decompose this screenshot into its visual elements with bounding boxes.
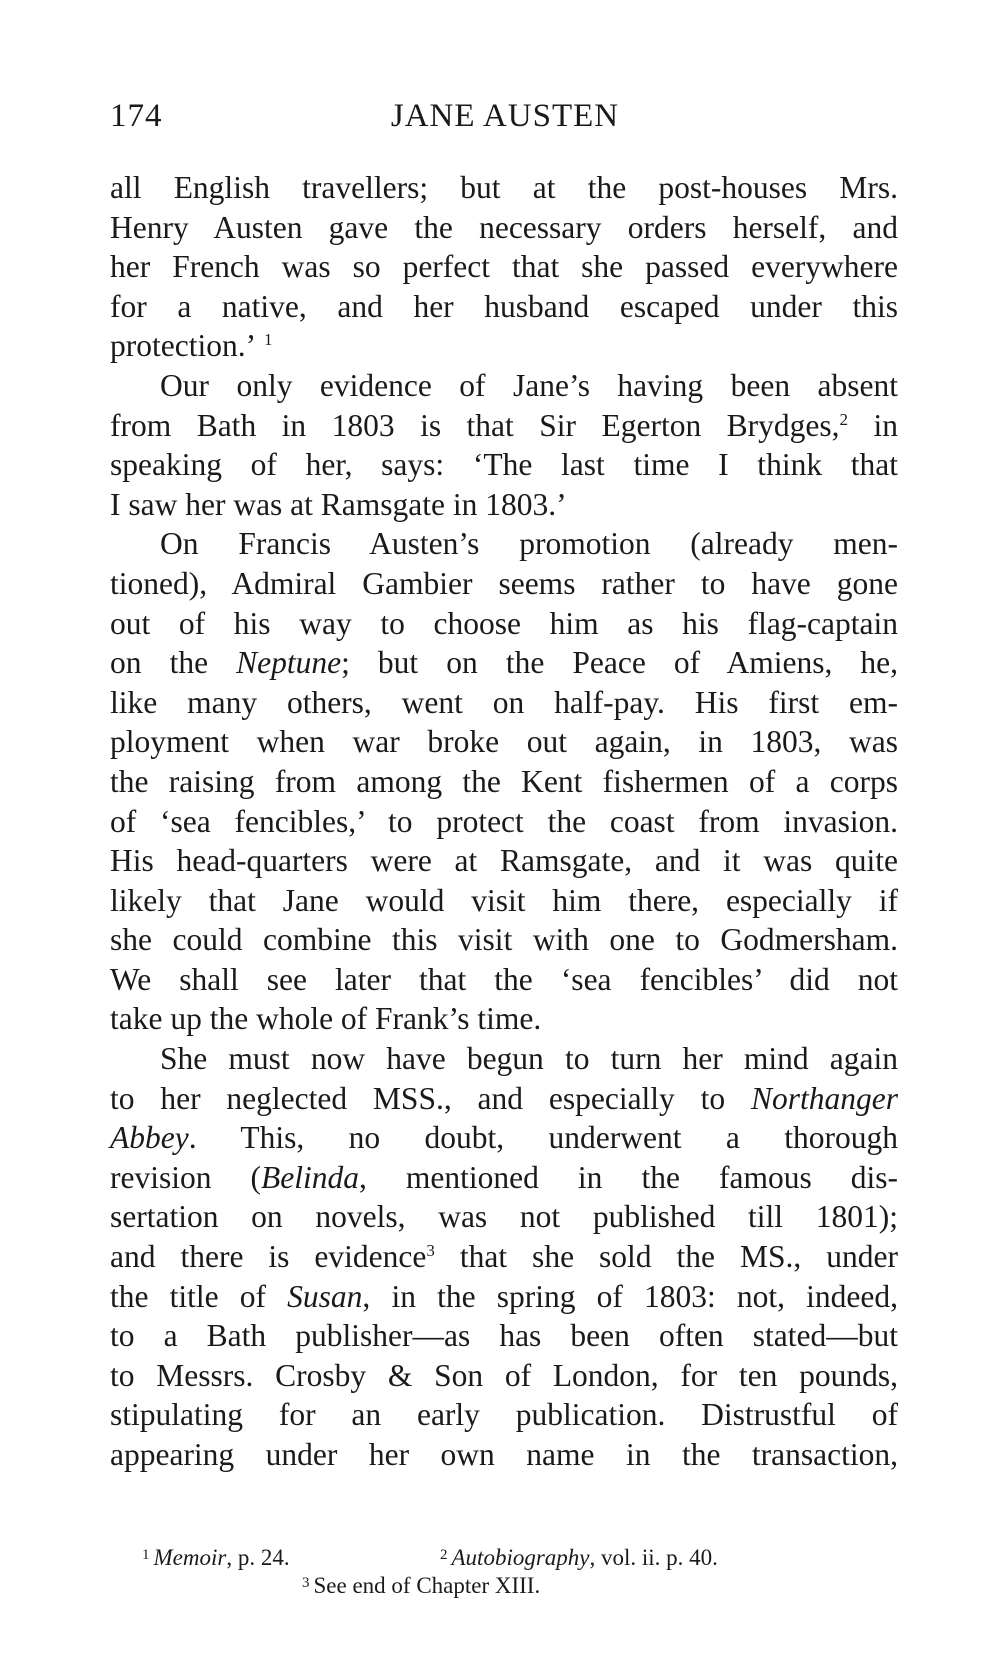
text-line [110, 1079, 898, 1119]
text-line: her French was so perfect that she passed everywhere [110, 249, 898, 285]
text-line: she could combine this visit with one to Godmersham. [110, 922, 898, 958]
footnote-2 [440, 1545, 718, 1571]
text-segment: revision ( [110, 1159, 262, 1195]
book-title: Northanger [750, 1080, 898, 1116]
text-segment: to her neglected MSS., and especially to [110, 1080, 751, 1116]
text-line [110, 1118, 898, 1158]
running-title: JANE AUSTEN [390, 98, 620, 134]
footnote-ref: 3 [426, 1241, 435, 1261]
footnote-text: , p. 24. [226, 1545, 290, 1570]
footnote-ref: 1 [263, 330, 273, 350]
footnote-ref: 2 [839, 409, 849, 429]
text-line [110, 643, 898, 683]
text-line: take up the whole of Frank’s time. [110, 1001, 542, 1037]
footnote-3 [302, 1573, 540, 1599]
text-line: I saw her was at Ramsgate in 1803.’ [110, 486, 567, 522]
text-line: to a Bath publisher—as has been often stated—but [110, 1318, 898, 1354]
text-line: out of his way to choose him as his flag-captain [110, 605, 898, 641]
text-line: appearing under her own name in the transaction, [110, 1437, 898, 1472]
text-segment: in [848, 407, 898, 443]
text-segment: from Bath in 1803 is that Sir Egerton Brydges, [110, 407, 840, 443]
book-title: Susan [287, 1278, 363, 1314]
text-line: all English travellers; but at the post-houses Mrs. [110, 170, 898, 205]
text-line: Our only evidence of Jane’s having been absent [160, 367, 898, 403]
text-line: to Messrs. Crosby & Son of London, for ten pounds, [110, 1357, 898, 1393]
text-line [110, 1237, 898, 1277]
footnote-text: See end of Chapter XIII. [313, 1573, 541, 1598]
text-line: for a native, and her husband escaped under this [110, 288, 898, 324]
text-line: tioned), Admiral Gambier seems rather to have gone [110, 565, 898, 601]
text-line [110, 1158, 898, 1198]
text-segment: protection.’ [110, 328, 257, 364]
text-line: speaking of her, says: ‘The last time I think that [110, 447, 898, 483]
text-segment: . This, no doubt, underwent a thorough [188, 1120, 898, 1156]
text-segment: , in the spring of 1803: not, indeed, [362, 1278, 898, 1314]
page-number: 174 [110, 98, 163, 134]
ship-name: Neptune [236, 645, 342, 681]
text-line: Henry Austen gave the necessary orders herself, and [110, 209, 898, 245]
footnote-title: Memoir [153, 1545, 227, 1570]
text-segment: and there is evidence [110, 1239, 427, 1275]
text-line: sertation on novels, was not published till 1801); [110, 1199, 898, 1235]
text-segment: on the [110, 645, 237, 681]
text-line: of ‘sea fencibles,’ to protect the coast from invasion. [110, 803, 898, 839]
text-line [110, 326, 898, 366]
text-segment: that she sold the MS., under [434, 1239, 898, 1275]
footnote-text: , vol. ii. p. 40. [589, 1545, 718, 1570]
footnote-mark: 2 [440, 1547, 448, 1563]
footnote-1 [142, 1545, 290, 1571]
footnote-mark: 3 [302, 1575, 310, 1591]
text-line: His head-quarters were at Ramsgate, and it was quite [110, 843, 898, 879]
text-segment: , mentioned in the famous dis- [359, 1159, 898, 1195]
text-line: On Francis Austen’s promotion (already men- [160, 526, 898, 562]
text-line [110, 1277, 898, 1317]
footnote-title: Autobiography [451, 1545, 590, 1570]
page-header [110, 98, 900, 148]
text-line: ployment when war broke out again, in 1803, was [110, 724, 898, 760]
book-title: Belinda [261, 1159, 359, 1195]
footnote-mark: 1 [142, 1547, 150, 1563]
text-line [110, 406, 898, 446]
text-line: like many others, went on half-pay. His first em- [110, 684, 898, 720]
body-text [110, 168, 898, 1475]
text-segment: the title of [110, 1278, 288, 1314]
text-line: She must now have begun to turn her mind again [160, 1041, 898, 1077]
text-line: the raising from among the Kent fishermen of a corps [110, 763, 898, 799]
text-line: We shall see later that the ‘sea fencibles’ did not [110, 961, 898, 997]
text-segment: ; but on the Peace of Amiens, he, [341, 645, 898, 681]
text-line: stipulating for an early publication. Distrustful of [110, 1397, 898, 1433]
book-title: Abbey [110, 1120, 189, 1156]
text-line: likely that Jane would visit him there, especially if [110, 882, 898, 918]
